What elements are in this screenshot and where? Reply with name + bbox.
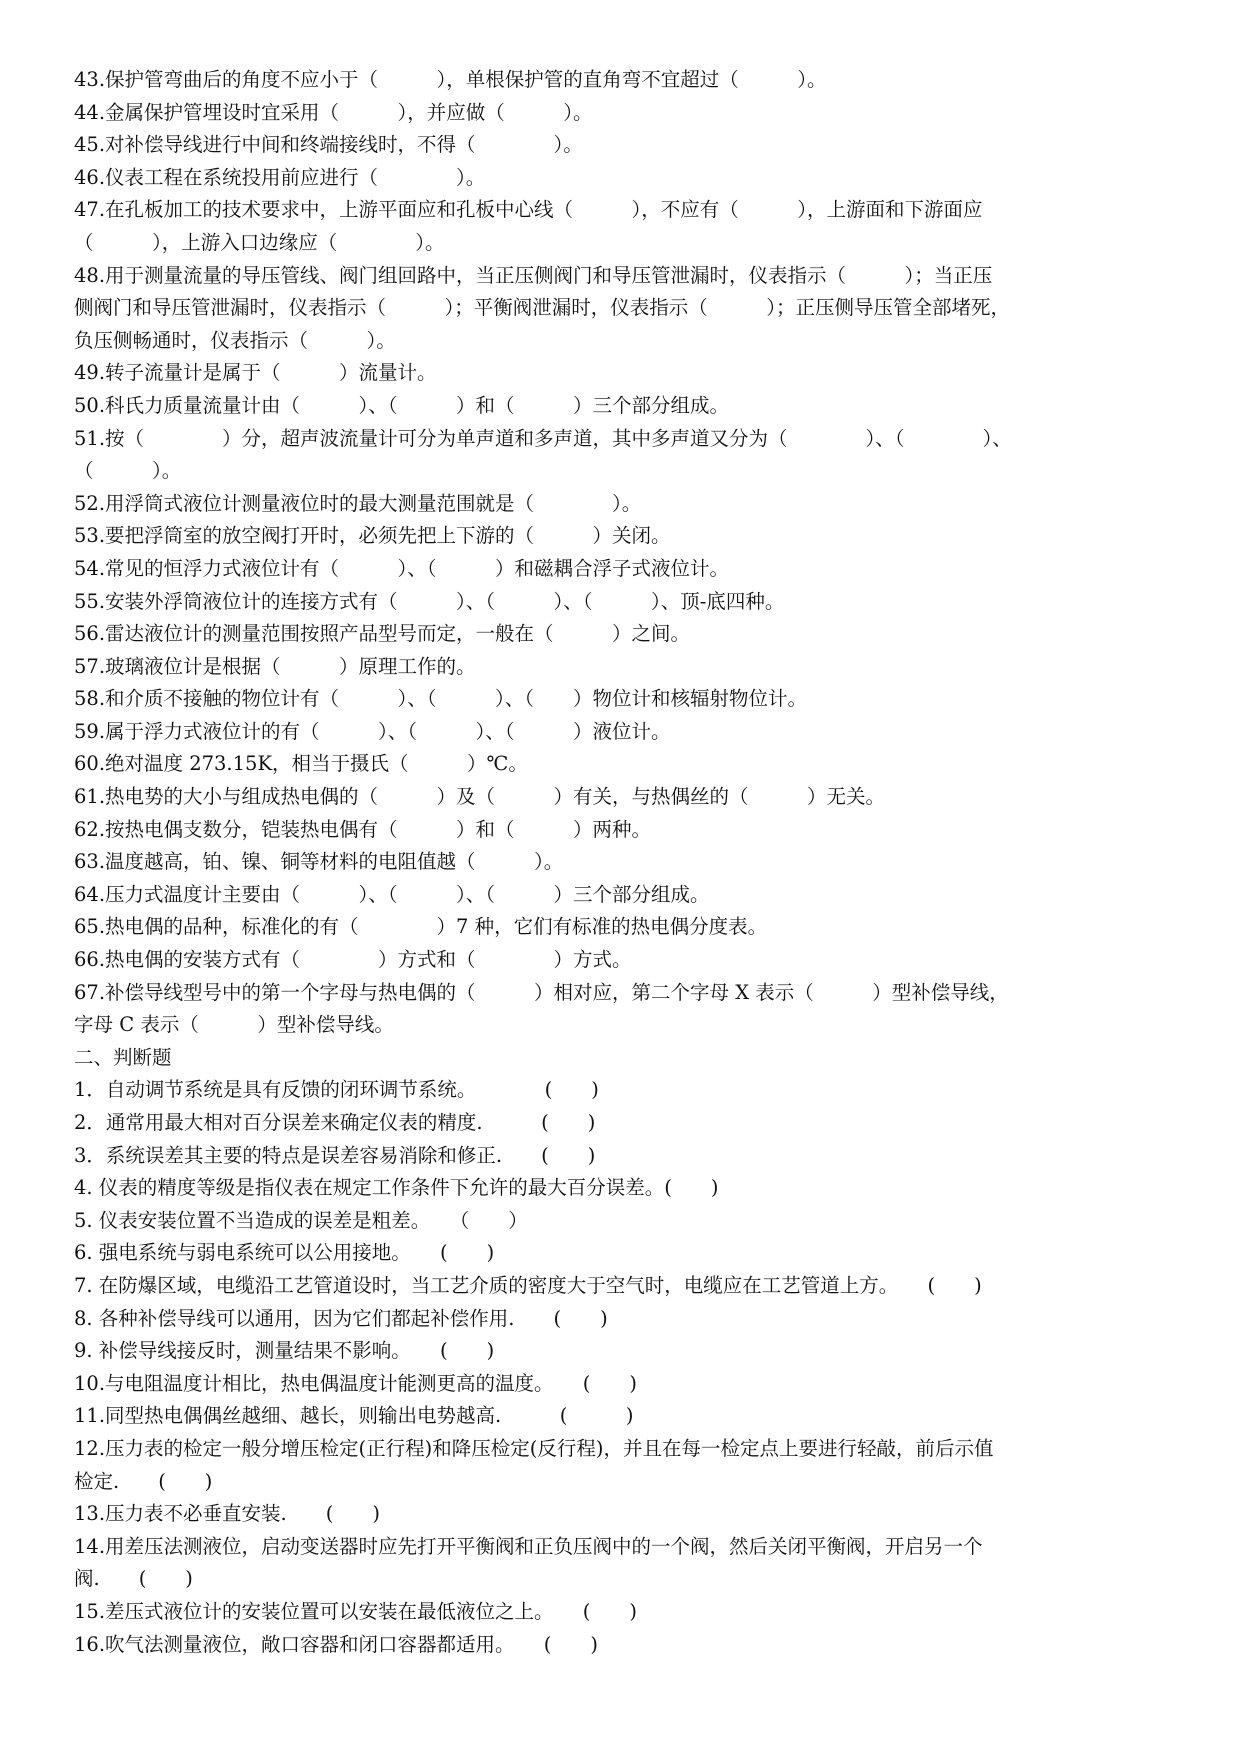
text-line: 65.热电偶的品种，标准化的有（ ）7 种，它们有标准的热电偶分度表。 [74,915,768,939]
text-line: （ ），上游入口边缘应（ ）。 [74,230,445,254]
text-line: 8. 各种补偿导线可以通用，因为它们都起补偿作用. ( ) [74,1306,608,1330]
text-line: 15.差压式液位计的安装位置可以安装在最低液位之上。 ( ) [74,1599,637,1623]
text-line: 2．通常用最大相对百分误差来确定仪表的精度. ( ) [74,1111,596,1134]
text-line: 16.吹气法测量液位，敞口容器和闭口容器都适用。 ( ) [74,1632,598,1656]
text-line: 62.按热电偶支数分，铠装热电偶有（ ）和（ ）两种。 [74,817,652,841]
text-line: 检定. ( ) [74,1469,213,1493]
text-line: 11.同型热电偶偶丝越细、越长，则输出电势越高. ( ) [74,1404,634,1428]
text-line: 7. 在防爆区域，电缆沿工艺管道设时，当工艺介质的密度大于空气时，电缆应在工艺管道上方。 ( ) [74,1273,982,1297]
text-line: 57.玻璃液位计是根据（ ）原理工作的。 [74,654,476,678]
text-line: 13.压力表不必垂直安装. ( ) [74,1502,380,1526]
text-line: 5. 仪表安装位置不当造成的误差是粗差。 （ ） [74,1208,528,1232]
text-line: 9. 补偿导线接反时，测量结果不影响。 ( ) [74,1339,495,1363]
text-line: 3．系统误差其主要的特点是误差容易消除和修正. ( ) [74,1143,596,1167]
text-line: 48.用于测量流量的导压管线、阀门组回路中，当正压侧阀门和导压管泄漏时，仪表指示（ ）；当正压 [74,263,993,287]
text-line: 51.按（ ）分，超声波流量计可分为单声道和多声道，其中多声道又分为（ ）、（ ）、 [74,426,1012,450]
text-line: 4. 仪表的精度等级是指仪表在规定工作条件下允许的最大百分误差。( ) [74,1176,719,1200]
text-line: 字母 C 表示（ ）型补偿导线。 [74,1013,394,1037]
text-line: 侧阀门和导压管泄漏时，仪表指示（ ）；平衡阀泄漏时，仪表指示（ ）；正压侧导压管全部堵死， [74,296,1011,320]
text-line: 负压侧畅通时，仪表指示（ ）。 [74,328,396,352]
text-line: 47.在孔板加工的技术要求中，上游平面应和孔板中心线（ ），不应有（ ），上游面和下游面应 [74,198,983,222]
text-line: 60.绝对温度 273.15K，相当于摄氏（ ）℃。 [74,752,528,776]
text-line: 53.要把浮筒室的放空阀打开时，必须先把上下游的（ ）关闭。 [74,524,671,548]
text-line: 45.对补偿导线进行中间和终端接线时，不得（ ）。 [74,133,583,157]
text-line: 46.仪表工程在系统投用前应进行（ ）。 [74,165,486,189]
text-line: 61.热电势的大小与组成热电偶的（ ）及（ ）有关，与热偶丝的（ ）无关。 [74,785,886,809]
text-line: 50.科氏力质量流量计由（ ）、（ ）和（ ）三个部分组成。 [74,393,730,417]
text-line: 49.转子流量计是属于（ ）流量计。 [74,361,437,385]
text-line: 59.属于浮力式液位计的有（ ）、（ ）、（ ）液位计。 [74,719,671,743]
text-line: 67.补偿导线型号中的第一个字母与热电偶的（ ）相对应，第二个字母 X 表示（ ）型补偿导线， [74,980,1009,1004]
text-line: 64.压力式温度计主要由（ ）、（ ）、（ ）三个部分组成。 [74,882,710,906]
text-line: 66.热电偶的安装方式有（ ）方式和（ ）方式。 [74,948,632,972]
text-line: 阀. ( ) [74,1567,193,1591]
text-line: 52.用浮筒式液位计测量液位时的最大测量范围就是（ ）。 [74,491,642,515]
text-line: 56.雷达液位计的测量范围按照产品型号而定，一般在（ ）之间。 [74,622,691,646]
text-line: 6. 强电系统与弱电系统可以公用接地。 ( ) [74,1241,495,1265]
text-line: 54.常见的恒浮力式液位计有（ ）、（ ）和磁耦合浮子式液位计。 [74,556,730,580]
text-line: 10.与电阻温度计相比，热电偶温度计能测更高的温度。 ( ) [74,1371,637,1395]
text-line: 1．自动调节系统是具有反馈的闭环调节系统。 ( ) [74,1078,599,1102]
text-line: 43.保护管弯曲后的角度不应小于（ ），单根保护管的直角弯不宜超过（ ）。 [74,68,827,91]
text-line: 二、判断题 [74,1045,172,1069]
text-line: 14.用差压法测液位，启动变送器时应先打开平衡阀和正负压阀中的一个阀，然后关闭平衡阀，开启另一个 [74,1534,983,1558]
question-list [74,64,1184,1661]
text-line: 12.压力表的检定一般分增压检定(正行程)和降压检定(反行程)，并且在每一检定点上要进行轻敲，前后示值 [74,1436,994,1460]
text-line: 44.金属保护管埋设时宜采用（ ），并应做（ ）。 [74,100,593,124]
text-line: 58.和介质不接触的物位计有（ ）、（ ）、（ ）物位计和核辐射物位计。 [74,687,808,711]
text-line: 55.安装外浮筒液位计的连接方式有（ ）、（ ）、（ ）、顶-底四种。 [74,589,785,613]
text-line: （ ）。 [74,459,182,483]
text-line: 63.温度越高，铂、镍、铜等材料的电阻值越（ ）。 [74,850,564,874]
